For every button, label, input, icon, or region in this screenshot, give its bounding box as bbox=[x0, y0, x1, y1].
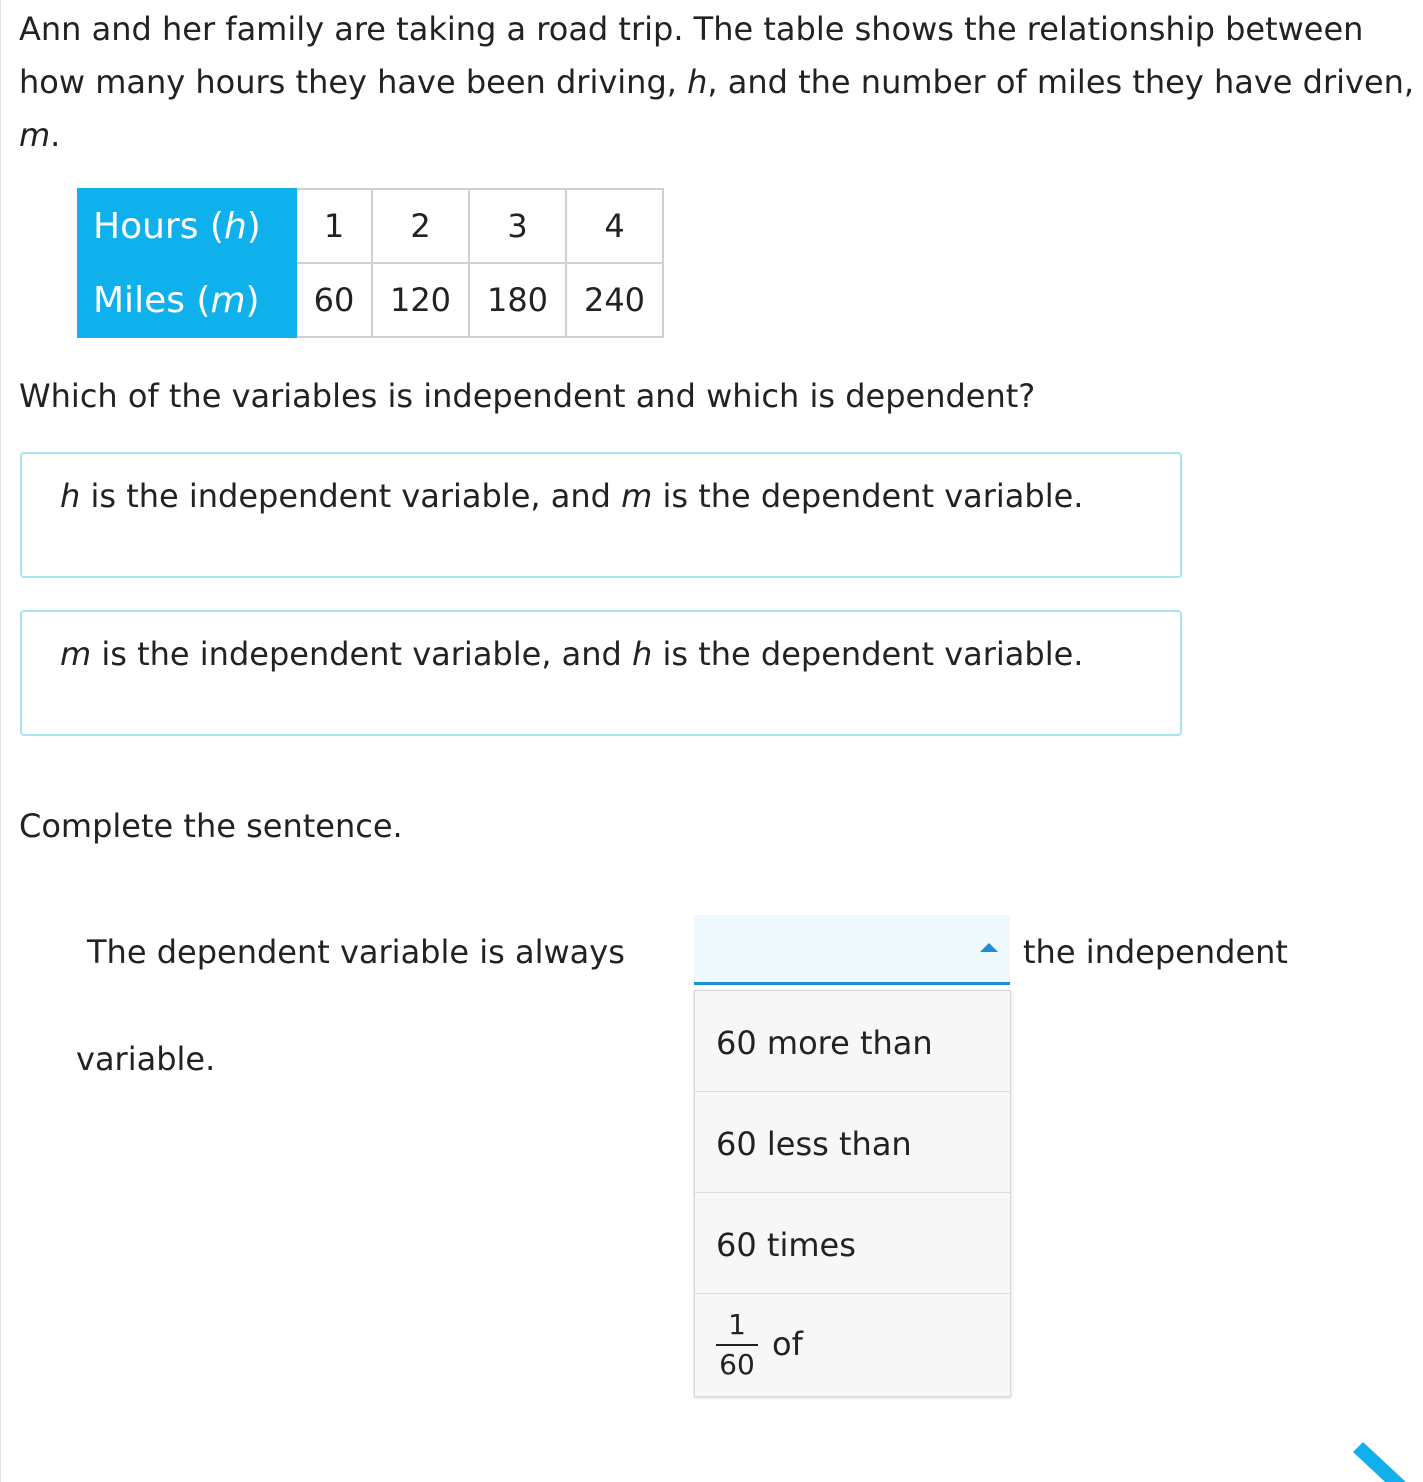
sentence-tail: variable. bbox=[76, 1040, 216, 1078]
hours-miles-table bbox=[77, 188, 664, 338]
miles-cell: 240 bbox=[566, 263, 663, 337]
choice-var: m bbox=[621, 477, 653, 515]
hours-row bbox=[78, 189, 663, 263]
fraction-numerator: 1 bbox=[728, 1308, 746, 1341]
dropdown-menu bbox=[694, 990, 1011, 1397]
intro-text-2: , and the number of miles they have driven, bbox=[707, 63, 1415, 101]
option-one-sixtieth-of[interactable] bbox=[695, 1294, 1010, 1395]
miles-header-label: Miles ( bbox=[93, 279, 211, 321]
left-divider bbox=[0, 0, 1, 1482]
fraction bbox=[716, 1308, 758, 1382]
intro-text-1: Ann and her family are taking a road trip. The table shows the relationship between how many hours they have been driving, bbox=[19, 10, 1364, 101]
miles-header-close: ) bbox=[245, 279, 260, 321]
intro-var-m: m bbox=[19, 116, 51, 154]
choice-label bbox=[60, 627, 1120, 681]
fraction-bar bbox=[716, 1344, 758, 1346]
choice-var: m bbox=[60, 635, 92, 673]
miles-header bbox=[78, 263, 296, 337]
miles-cell: 120 bbox=[372, 263, 469, 337]
pencil-icon[interactable] bbox=[1335, 1440, 1423, 1482]
choice-text-part: is the dependent variable. bbox=[652, 635, 1084, 673]
complete-prompt: Complete the sentence. bbox=[19, 807, 403, 845]
option-60-less-than[interactable] bbox=[695, 1092, 1010, 1193]
hours-cell: 3 bbox=[469, 189, 566, 263]
problem-intro bbox=[19, 3, 1419, 162]
choice-text-part: is the independent variable, and bbox=[91, 635, 633, 673]
option-60-more-than[interactable] bbox=[695, 991, 1010, 1092]
hours-header-label: Hours ( bbox=[93, 205, 224, 247]
caret-up-icon bbox=[980, 943, 998, 952]
hours-cell: 2 bbox=[372, 189, 469, 263]
hours-header-var: h bbox=[223, 205, 247, 247]
miles-cell: 60 bbox=[296, 263, 372, 337]
choice-text-part: is the independent variable, and bbox=[80, 477, 622, 515]
choice-h-independent[interactable] bbox=[20, 452, 1182, 578]
choice-var: h bbox=[60, 477, 81, 515]
hours-header-close: ) bbox=[246, 205, 261, 247]
option-label: 60 times bbox=[716, 1226, 856, 1264]
miles-row bbox=[78, 263, 663, 337]
sentence-start: The dependent variable is always bbox=[87, 933, 625, 971]
choice-text-part: is the dependent variable. bbox=[652, 477, 1084, 515]
sentence-end: the independent bbox=[1023, 933, 1288, 971]
question-text: Which of the variables is independent and which is dependent? bbox=[19, 377, 1036, 415]
intro-text-3: . bbox=[50, 116, 61, 154]
choice-var: h bbox=[632, 635, 653, 673]
option-label: of bbox=[772, 1325, 803, 1363]
option-label: 60 less than bbox=[716, 1125, 912, 1163]
hours-cell: 4 bbox=[566, 189, 663, 263]
option-label: 60 more than bbox=[716, 1024, 933, 1062]
answer-dropdown[interactable] bbox=[694, 915, 1010, 985]
choice-label bbox=[60, 469, 1120, 523]
hours-header bbox=[78, 189, 296, 263]
option-60-times[interactable] bbox=[695, 1193, 1010, 1294]
fraction-denominator: 60 bbox=[719, 1348, 755, 1381]
miles-cell: 180 bbox=[469, 263, 566, 337]
hours-cell: 1 bbox=[296, 189, 372, 263]
choice-m-independent[interactable] bbox=[20, 610, 1182, 736]
intro-var-h: h bbox=[687, 63, 708, 101]
miles-header-var: m bbox=[210, 279, 246, 321]
